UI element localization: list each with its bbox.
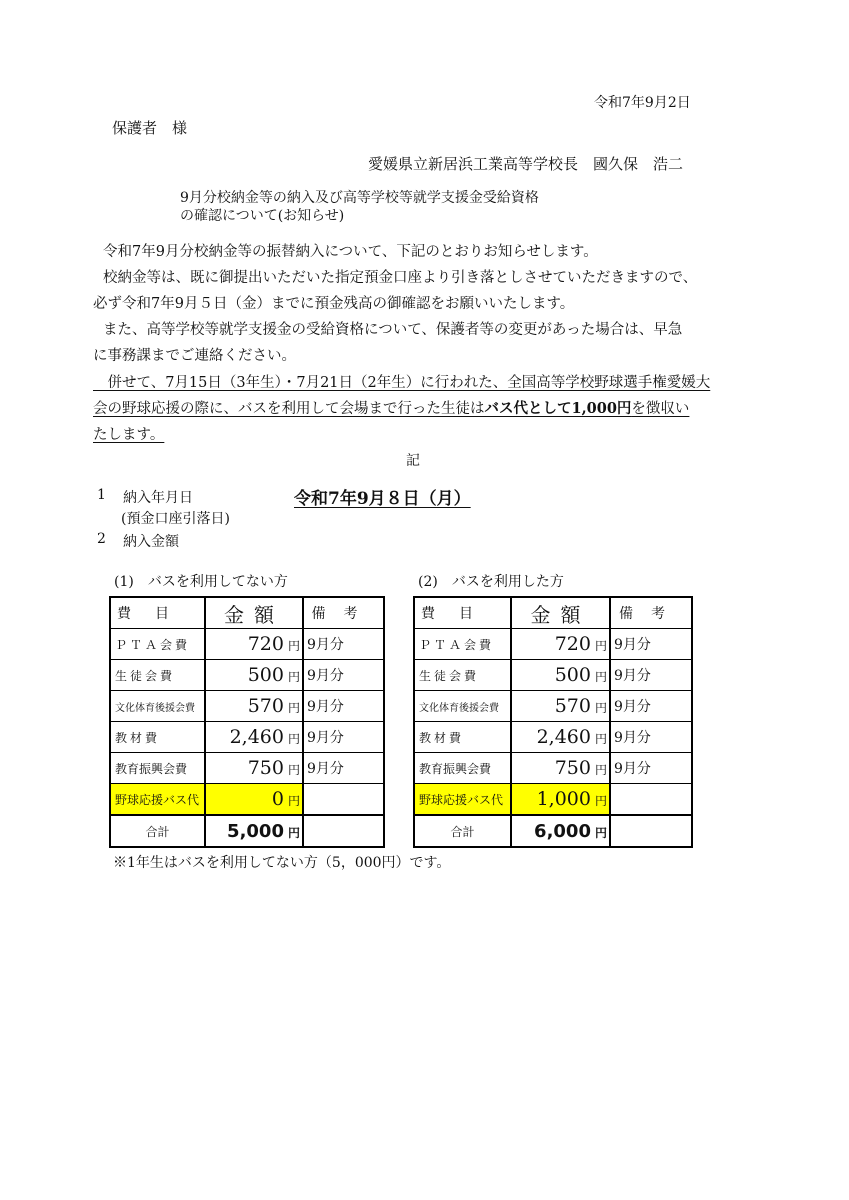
row-amount: 1,000 円 bbox=[511, 784, 610, 816]
table-row-bus bbox=[110, 784, 384, 816]
row-amount: 570 円 bbox=[205, 691, 303, 722]
document-date: 令和7年9月2日 bbox=[594, 95, 691, 111]
ki-heading: 記 bbox=[406, 453, 420, 469]
table-row bbox=[110, 753, 384, 784]
body-paragraph-2a: 校納金等は、既に御提出いただいた指定預金口座より引き落としさせていただきますので、 bbox=[103, 270, 698, 286]
total-note bbox=[610, 815, 692, 847]
row-amount: 750 円 bbox=[511, 753, 610, 784]
bus-fee-emphasis: バス代として1,000円 bbox=[484, 400, 632, 417]
header-item: 費目 bbox=[110, 597, 205, 629]
row-item: 野球応援バス代 bbox=[110, 784, 205, 816]
table2-caption: (2) バスを利用した方 bbox=[418, 574, 564, 590]
item1-number: 1 bbox=[97, 487, 106, 503]
row-item: ＰＴＡ会費 bbox=[110, 629, 205, 660]
item1-label: 納入年月日 bbox=[123, 490, 193, 506]
row-note: 9月分 bbox=[610, 753, 692, 784]
body-paragraph-4b: 会の野球応援の際に、バスを利用して会場まで行った生徒はバス代として1,000円を徴収い bbox=[93, 400, 690, 417]
table-row bbox=[110, 691, 384, 722]
row-item: 文化体育後援会費 bbox=[414, 691, 511, 722]
row-note: 9月分 bbox=[303, 753, 384, 784]
body-paragraph-4c: たします。 bbox=[93, 427, 165, 443]
body-paragraph-4a: 併せて、7月15日（3年生）・7月21日（2年生）に行われた、全国高等学校野球選手権愛媛大 bbox=[107, 375, 711, 391]
row-item: 教材費 bbox=[110, 722, 205, 753]
footnote: ※1年生はバスを利用してない方（5，000円）です。 bbox=[113, 855, 451, 871]
table-row bbox=[110, 660, 384, 691]
row-amount: 750 円 bbox=[205, 753, 303, 784]
table-row bbox=[110, 722, 384, 753]
row-item: 教育振興会費 bbox=[414, 753, 511, 784]
row-note bbox=[610, 784, 692, 816]
payment-date: 令和7年9月８日（月） bbox=[294, 489, 471, 509]
sender: 愛媛県立新居浜工業高等学校長 國久保 浩二 bbox=[368, 155, 684, 173]
item2-label: 納入金額 bbox=[123, 534, 179, 550]
table-row bbox=[110, 629, 384, 660]
row-item: 生徒会費 bbox=[110, 660, 205, 691]
row-note: 9月分 bbox=[303, 691, 384, 722]
fee-table-no-bus bbox=[109, 596, 385, 848]
row-note: 9月分 bbox=[303, 660, 384, 691]
body-paragraph-3a: また、高等学校等就学支援金の受給資格について、保護者等の変更があった場合は、早急 bbox=[103, 322, 683, 338]
row-amount: 500 円 bbox=[205, 660, 303, 691]
row-amount: 2,460 円 bbox=[511, 722, 610, 753]
row-note: 9月分 bbox=[610, 691, 692, 722]
row-item: 教材費 bbox=[414, 722, 511, 753]
row-amount: 500 円 bbox=[511, 660, 610, 691]
row-note: 9月分 bbox=[610, 660, 692, 691]
fee-table-with-bus bbox=[413, 596, 693, 848]
table-row bbox=[414, 691, 692, 722]
table1-caption: (1) バスを利用してない方 bbox=[114, 574, 288, 590]
subject-line-2: の確認について(お知らせ) bbox=[180, 208, 345, 224]
item2-number: 2 bbox=[97, 531, 106, 547]
total-label: 合計 bbox=[414, 815, 511, 847]
row-note bbox=[303, 784, 384, 816]
table-row-bus bbox=[414, 784, 692, 816]
total-amount: 5,000 円 bbox=[205, 815, 303, 847]
row-amount: 570 円 bbox=[511, 691, 610, 722]
table-row bbox=[414, 722, 692, 753]
header-amount: 金額 bbox=[511, 597, 610, 629]
row-amount: 2,460 円 bbox=[205, 722, 303, 753]
table-total-row bbox=[414, 815, 692, 847]
header-note: 備考 bbox=[303, 597, 384, 629]
row-item: 文化体育後援会費 bbox=[110, 691, 205, 722]
row-item: 教育振興会費 bbox=[110, 753, 205, 784]
row-note: 9月分 bbox=[610, 722, 692, 753]
row-amount: 720 円 bbox=[205, 629, 303, 660]
row-item: ＰＴＡ会費 bbox=[414, 629, 511, 660]
row-note: 9月分 bbox=[303, 722, 384, 753]
row-item: 野球応援バス代 bbox=[414, 784, 511, 816]
row-note: 9月分 bbox=[303, 629, 384, 660]
header-item: 費目 bbox=[414, 597, 511, 629]
table-row bbox=[414, 753, 692, 784]
body-paragraph-1: 令和7年9月分校納金等の振替納入について、下記のとおりお知らせします。 bbox=[103, 244, 598, 260]
addressee: 保護者 様 bbox=[112, 119, 188, 137]
total-note bbox=[303, 815, 384, 847]
row-amount: 720 円 bbox=[511, 629, 610, 660]
total-amount: 6,000 円 bbox=[511, 815, 610, 847]
item1-sublabel: (預金口座引落日) bbox=[121, 511, 230, 527]
header-note: 備考 bbox=[610, 597, 692, 629]
row-note: 9月分 bbox=[610, 629, 692, 660]
table-total-row bbox=[110, 815, 384, 847]
row-item: 生徒会費 bbox=[414, 660, 511, 691]
body-paragraph-2b: 必ず令和7年9月５日（金）までに預金残高の御確認をお願いいたします。 bbox=[93, 296, 575, 312]
body-paragraph-3b: に事務課までご連絡ください。 bbox=[93, 348, 296, 364]
row-amount: 0 円 bbox=[205, 784, 303, 816]
subject-line-1: 9月分校納金等の納入及び高等学校等就学支援金受給資格 bbox=[180, 190, 539, 206]
table-row bbox=[414, 660, 692, 691]
header-amount: 金額 bbox=[205, 597, 303, 629]
table-row bbox=[414, 629, 692, 660]
total-label: 合計 bbox=[110, 815, 205, 847]
